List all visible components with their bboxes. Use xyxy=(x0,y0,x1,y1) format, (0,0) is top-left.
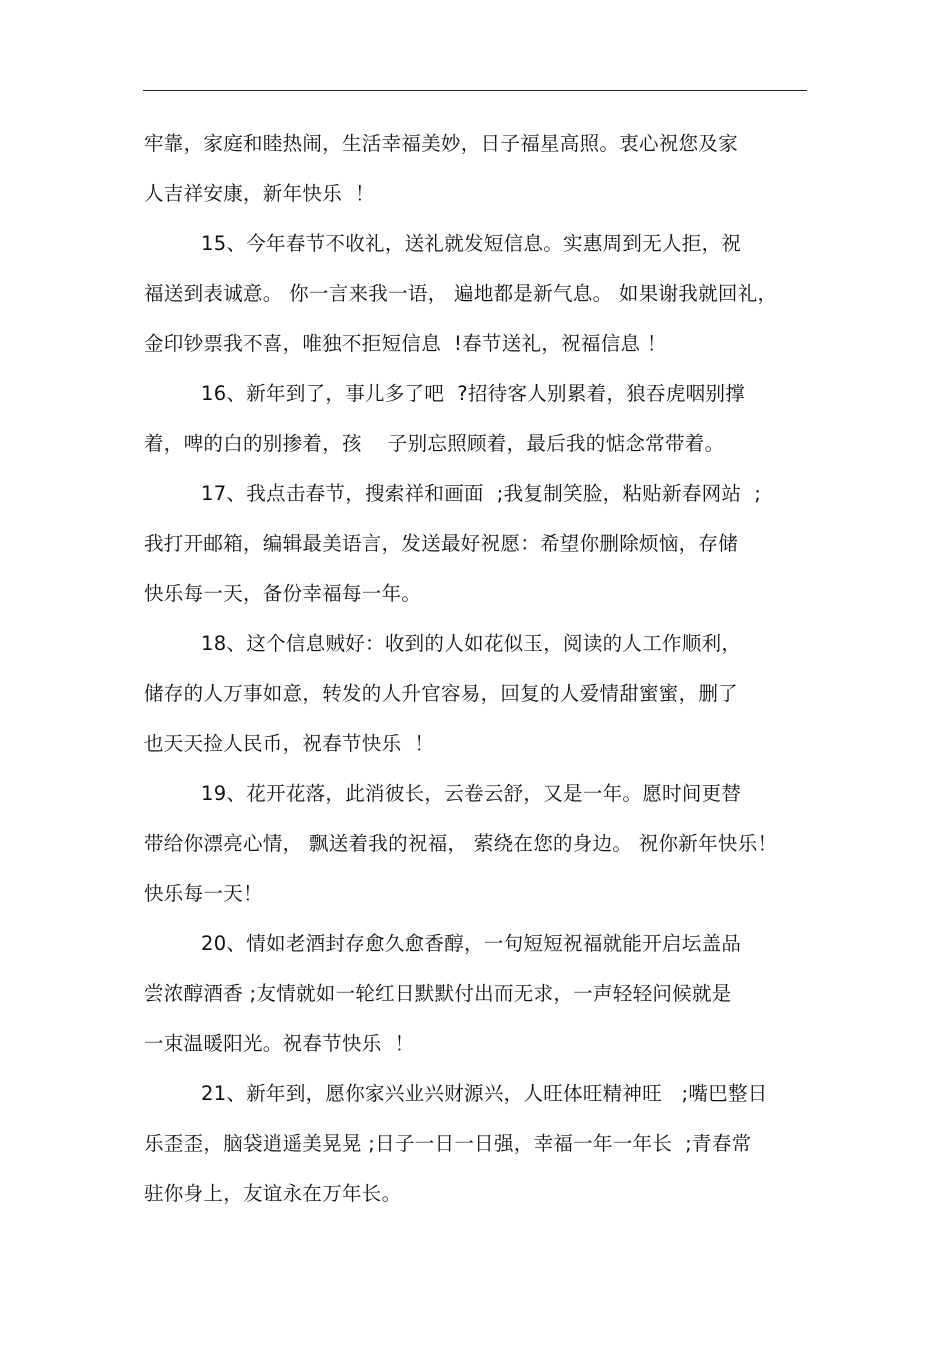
text-line: 金印钞票我不喜，唯独不拒短信息 !春节送礼，祝福信息 ！ xyxy=(144,332,667,355)
header-rule xyxy=(143,90,807,91)
text-line: 驻你身上，友谊永在万年长。 xyxy=(144,1182,402,1205)
paragraph-start-19: 19、花开花落，此消彼长，云卷云舒，又是一年。愿时间更替 xyxy=(201,782,742,805)
text-line: 尝浓醇酒香 ;友情就如一轮红日默默付出而无求，一声轻轻问候就是 xyxy=(144,982,732,1005)
document-body xyxy=(144,126,814,1226)
paragraph-start-18: 18、这个信息贼好：收到的人如花似玉，阅读的人工作顺利， xyxy=(201,632,742,655)
text-line: 也天天捡人民币，祝春节快乐 ！ xyxy=(144,732,435,755)
text-line: 储存的人万事如意，转发的人升官容易，回复的人爱情甜蜜蜜，删了 xyxy=(144,682,739,705)
paragraph-start-21: 21、新年到，愿你家兴业兴财源兴，人旺体旺精神旺 ;嘴巴整日 xyxy=(201,1082,768,1105)
paragraph-start-20: 20、情如老酒封存愈久愈香醇，一句短短祝福就能开启坛盖品 xyxy=(201,932,742,955)
text-line: 牢靠，家庭和睦热闹，生活幸福美妙，日子福星高照。衷心祝您及家 xyxy=(144,132,739,155)
paragraph-start-17: 17、我点击春节，搜索祥和画面 ;我复制笑脸，粘贴新春网站 ; xyxy=(201,482,762,505)
text-line: 快乐每一天，备份幸福每一年。 xyxy=(144,582,422,605)
text-line: 带给你漂亮心情， 飘送着我的祝福， 萦绕在您的身边。 祝你新年快乐！ xyxy=(144,832,778,855)
paragraph-start-16: 16、新年到了，事儿多了吧 ?招待客人别累着，狼吞虎咽别撑 xyxy=(201,382,746,405)
text-line: 乐歪歪，脑袋逍遥美晃晃 ;日子一日一日强，幸福一年一年长 ;青春常 xyxy=(144,1132,752,1155)
text-line: 我打开邮箱，编辑最美语言，发送最好祝愿：希望你删除烦恼，存储 xyxy=(144,532,739,555)
text-line: 人吉祥安康，新年快乐 ！ xyxy=(144,182,375,205)
text-line: 快乐每一天！ xyxy=(144,882,263,905)
text-line: 着，啤的白的别掺着，孩 子别忘照顾着，最后我的惦念常带着。 xyxy=(144,432,725,455)
paragraph-start-15: 15、今年春节不收礼，送礼就发短信息。实惠周到无人拒，祝 xyxy=(201,232,742,255)
text-line: 福送到表诚意。 你一言来我一语， 遍地都是新气息。 如果谢我就回礼， xyxy=(144,282,778,305)
text-line: 一束温暖阳光。祝春节快乐 ！ xyxy=(144,1032,415,1055)
